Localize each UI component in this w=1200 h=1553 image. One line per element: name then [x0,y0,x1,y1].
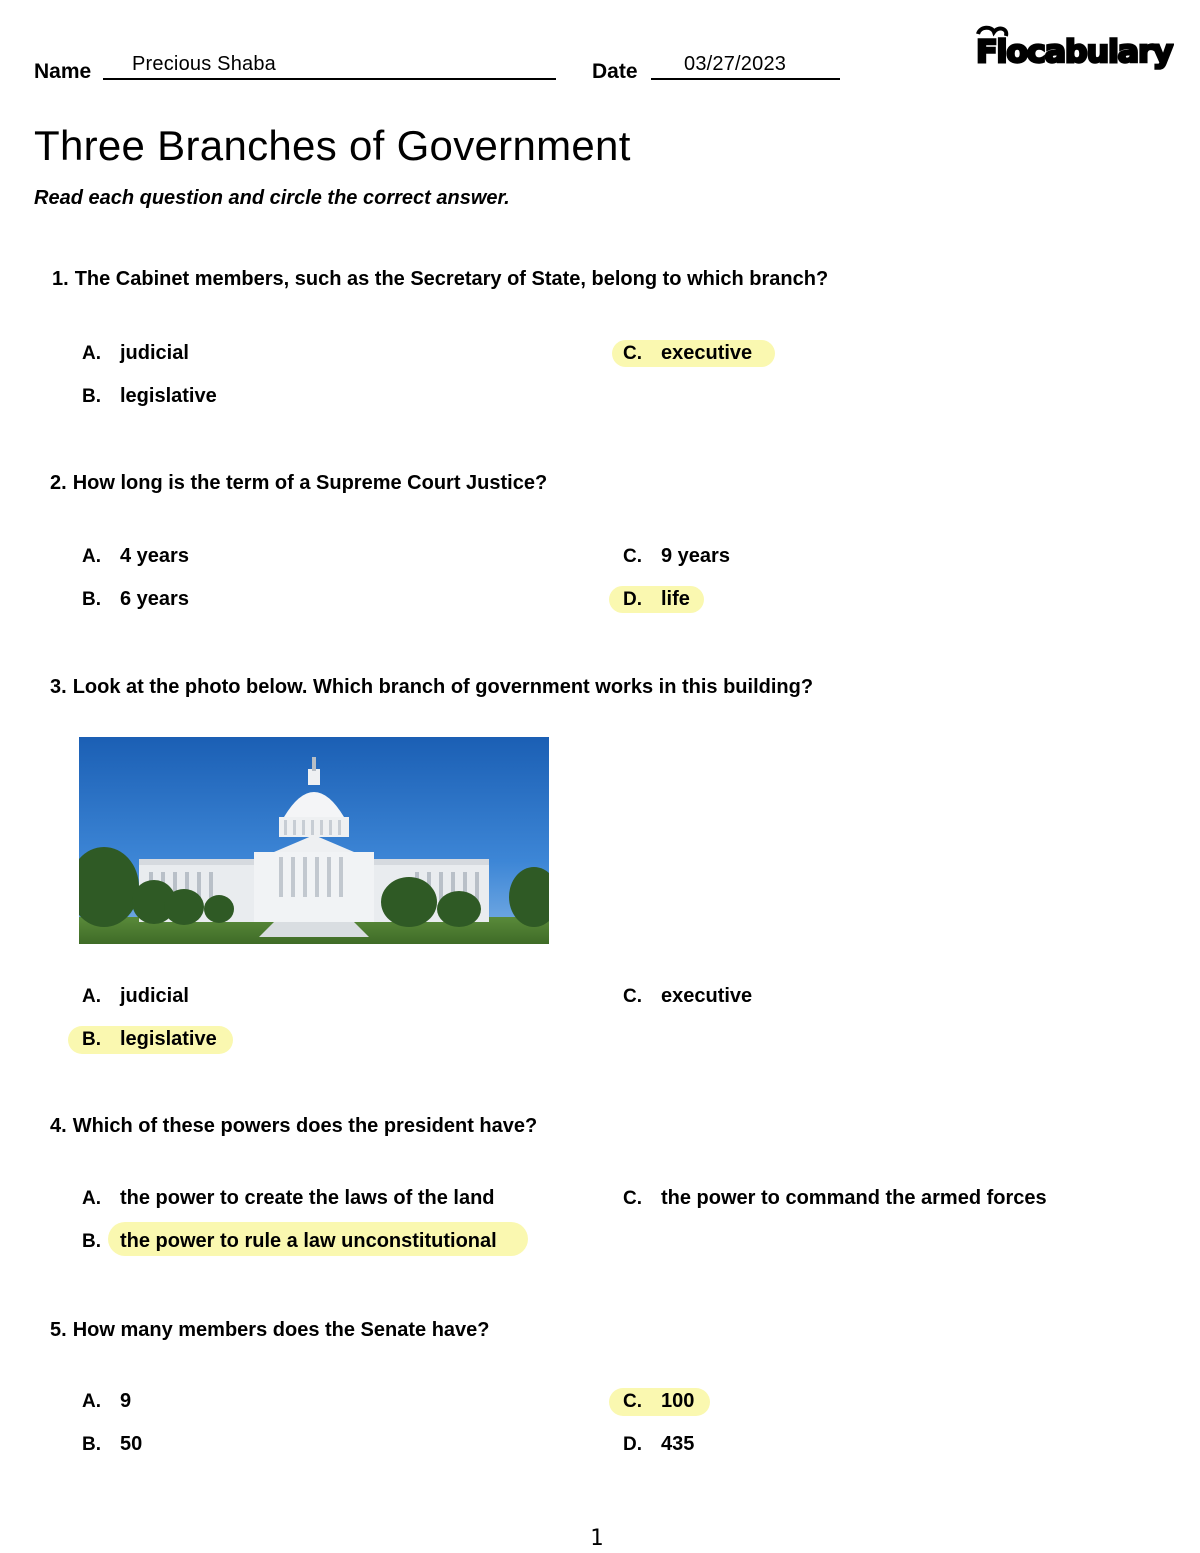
option-letter: C. [623,986,642,1007]
question-2 [50,472,547,495]
question-4 [50,1115,537,1138]
option-text: 435 [661,1433,695,1455]
question-number: 1. [52,268,69,290]
option-letter: A. [82,1391,101,1412]
option-letter: C. [623,1188,642,1209]
q2-option-d[interactable] [623,588,690,611]
option-text: 4 years [120,545,189,567]
option-letter: B. [82,1029,101,1050]
question-text: How many members does the Senate have? [72,1319,490,1341]
question-number: 3. [50,676,67,698]
q2-option-b[interactable] [82,588,189,611]
q4-option-c[interactable] [623,1187,1047,1210]
option-text: the power to create the laws of the land [120,1187,495,1209]
option-text: 9 years [661,545,730,567]
q1-option-a[interactable] [82,342,189,365]
question-text: Look at the photo below. Which branch of government works in this building? [72,676,814,698]
svg-text:Flocabulary: Flocabulary [976,34,1174,70]
option-text: 50 [120,1433,143,1455]
option-text: life [661,588,690,610]
q5-option-a[interactable] [82,1390,131,1413]
option-letter: D. [623,589,642,610]
q3-option-a[interactable] [82,985,189,1008]
q2-option-a[interactable] [82,545,189,568]
option-text: executive [661,985,753,1007]
q5-option-c[interactable] [623,1390,694,1413]
option-letter: B. [82,386,101,407]
date-underline [651,78,840,80]
question-number: 2. [50,472,67,494]
question-text: The Cabinet members, such as the Secretary of State, belong to which branch? [74,268,829,290]
option-text: legislative [120,385,217,407]
option-letter: A. [82,546,101,567]
question-text: Which of these powers does the president have? [72,1115,538,1137]
option-text: 100 [661,1390,695,1412]
option-text: the power to command the armed forces [661,1187,1047,1209]
name-value[interactable]: Precious Shaba [132,53,277,75]
option-text: executive [661,342,753,364]
option-letter: A. [82,343,101,364]
q1-option-c[interactable] [623,342,752,365]
question-3 [50,676,813,699]
option-text: legislative [120,1028,217,1050]
q2-option-c[interactable] [623,545,730,568]
q3-option-b[interactable] [82,1028,217,1051]
option-letter: C. [623,343,642,364]
option-text: judicial [120,342,189,364]
option-text: 6 years [120,588,189,610]
name-label: Name [34,60,92,83]
q4-option-b[interactable] [82,1230,497,1253]
question-number: 4. [50,1115,67,1137]
question-text: How long is the term of a Supreme Court Justice? [72,472,548,494]
question-1 [52,268,828,291]
option-letter: B. [82,1434,101,1455]
name-underline [103,78,556,80]
date-label: Date [592,60,638,83]
q5-option-b[interactable] [82,1433,142,1456]
option-letter: A. [82,986,101,1007]
option-text: judicial [120,985,189,1007]
option-letter: B. [82,1231,101,1252]
q4-option-a[interactable] [82,1187,495,1210]
option-letter: B. [82,589,101,610]
question-number: 5. [50,1319,67,1341]
page-number: 1 [590,1526,604,1551]
option-letter: A. [82,1188,101,1209]
q5-option-d[interactable] [623,1433,694,1456]
option-text: 9 [120,1390,132,1412]
option-letter: C. [623,1391,642,1412]
capitol-building-photo [79,737,549,944]
q3-option-c[interactable] [623,985,752,1008]
question-5 [50,1319,490,1342]
worksheet-title: Three Branches of Government [34,122,631,169]
q1-option-b[interactable] [82,385,217,408]
date-value[interactable]: 03/27/2023 [684,53,787,75]
option-letter: D. [623,1434,642,1455]
option-letter: C. [623,546,642,567]
flocabulary-logo [974,24,1174,72]
instructions: Read each question and circle the correct answer. [34,187,510,209]
option-text: the power to rule a law unconstitutional [120,1230,497,1252]
